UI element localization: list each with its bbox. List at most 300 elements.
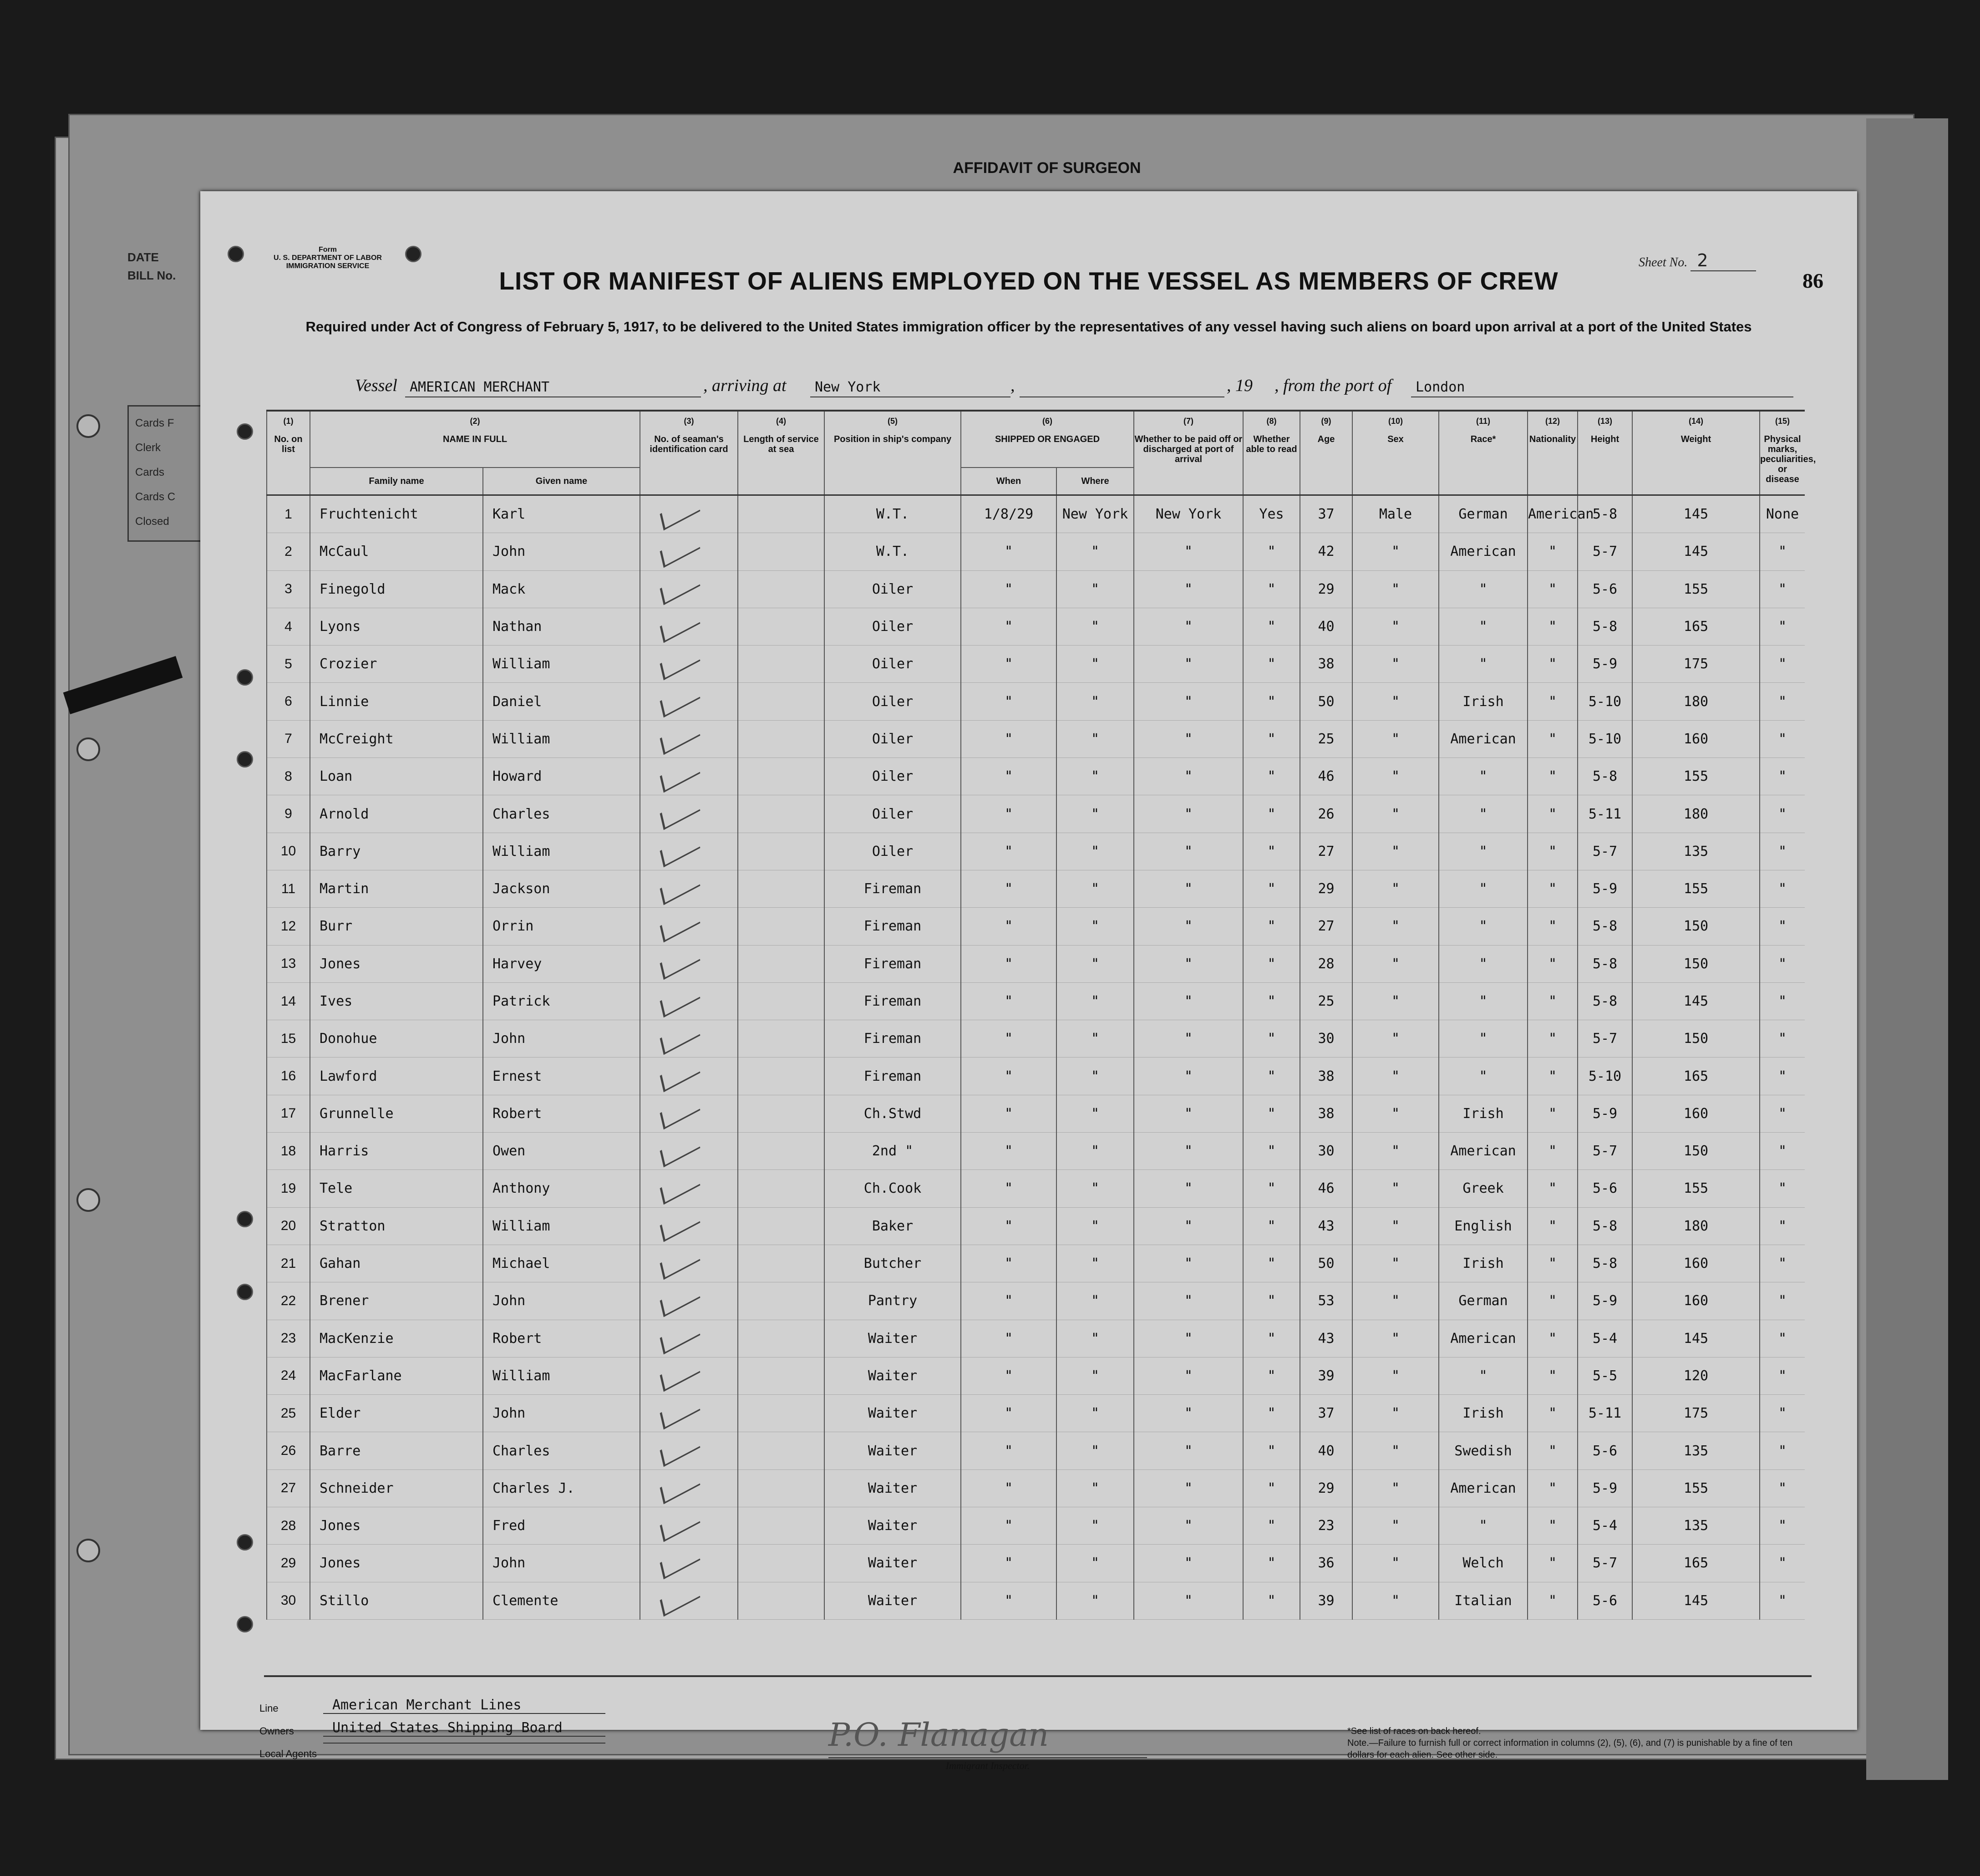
able-to-read: " [1243, 1020, 1300, 1057]
height: 5-7 [1578, 1020, 1632, 1057]
weight: 160 [1632, 720, 1760, 758]
position: Pantry [824, 1282, 961, 1320]
physical-marks: " [1760, 1057, 1805, 1095]
header-nationality: Nationality [1528, 434, 1578, 495]
id-card-check [640, 720, 738, 758]
height: 5-10 [1578, 1057, 1632, 1095]
weight: 145 [1632, 1320, 1760, 1357]
nationality: " [1528, 945, 1578, 982]
race: " [1439, 795, 1528, 833]
able-to-read: Yes [1243, 495, 1300, 533]
nationality: " [1528, 1057, 1578, 1095]
race: " [1439, 945, 1528, 982]
table-row [267, 833, 1805, 870]
sex: " [1352, 1320, 1439, 1357]
position: Fireman [824, 1020, 961, 1057]
sex: Male [1352, 495, 1439, 533]
family-name: Donohue [310, 1020, 483, 1057]
weight: 135 [1632, 1507, 1760, 1545]
physical-marks: " [1760, 795, 1805, 833]
length-of-service [738, 1020, 824, 1057]
shipped-when: " [961, 1395, 1056, 1432]
position: Waiter [824, 1582, 961, 1619]
position: Oiler [824, 683, 961, 720]
family-name: Schneider [310, 1469, 483, 1507]
row-number: 12 [267, 908, 310, 945]
paid-off-port: " [1134, 1545, 1243, 1582]
family-name: Jones [310, 1507, 483, 1545]
family-name: Martin [310, 870, 483, 907]
position: Fireman [824, 908, 961, 945]
length-of-service [738, 982, 824, 1020]
header-no-on-list: No. on list [267, 434, 310, 495]
given-name: Michael [483, 1245, 640, 1282]
row-number: 21 [267, 1245, 310, 1282]
shipped-where: " [1056, 1133, 1134, 1170]
sex: " [1352, 1095, 1439, 1132]
length-of-service [738, 646, 824, 683]
cards-line: Closed [135, 515, 169, 528]
physical-marks: " [1760, 1432, 1805, 1469]
weight: 180 [1632, 683, 1760, 720]
header-paid-off: Whether to be paid off or discharged at port of arrival [1134, 434, 1243, 495]
checkmark-icon [660, 794, 700, 830]
shipped-when: " [961, 833, 1056, 870]
length-of-service [738, 1282, 824, 1320]
length-of-service [738, 1432, 824, 1469]
family-name: MacKenzie [310, 1320, 483, 1357]
checkmark-icon [660, 1019, 700, 1055]
family-name: Harris [310, 1133, 483, 1170]
weight: 155 [1632, 1469, 1760, 1507]
physical-marks: " [1760, 1545, 1805, 1582]
weight: 160 [1632, 1095, 1760, 1132]
age: 38 [1300, 646, 1352, 683]
id-card-check [640, 533, 738, 570]
sex: " [1352, 1582, 1439, 1619]
col-num: (15) [1760, 411, 1805, 434]
shipped-when: " [961, 758, 1056, 795]
checkmark-icon [660, 981, 700, 1017]
cards-line: Cards C [135, 491, 176, 503]
position: Waiter [824, 1320, 961, 1357]
nationality: " [1528, 1582, 1578, 1619]
cards-line: Cards [135, 466, 165, 478]
nationality: " [1528, 795, 1578, 833]
family-name: Linnie [310, 683, 483, 720]
sex: " [1352, 608, 1439, 645]
weight: 180 [1632, 795, 1760, 833]
race: " [1439, 1357, 1528, 1394]
weight: 145 [1632, 1582, 1760, 1619]
paid-off-port: " [1134, 1095, 1243, 1132]
page-hole [237, 669, 253, 686]
paid-off-port: " [1134, 1170, 1243, 1207]
family-name: McCaul [310, 533, 483, 570]
height: 5-8 [1578, 1245, 1632, 1282]
given-name: John [483, 533, 640, 570]
sex: " [1352, 1207, 1439, 1245]
sex: " [1352, 1282, 1439, 1320]
checkmark-icon [660, 1131, 700, 1167]
arrival-date-blank [1020, 379, 1224, 397]
given-name: Fred [483, 1507, 640, 1545]
age: 30 [1300, 1020, 1352, 1057]
paid-off-port: " [1134, 646, 1243, 683]
age: 50 [1300, 683, 1352, 720]
shipped-when: " [961, 1545, 1056, 1582]
shipped-when: " [961, 945, 1056, 982]
id-card-check [640, 1057, 738, 1095]
checkmark-icon [660, 532, 700, 568]
paid-off-port: " [1134, 1282, 1243, 1320]
checkmark-icon [660, 1581, 700, 1617]
affidavit-title: AFFIDAVIT OF SURGEON [953, 159, 1141, 177]
nationality: " [1528, 1469, 1578, 1507]
position: Butcher [824, 1245, 961, 1282]
height: 5-9 [1578, 1095, 1632, 1132]
able-to-read: " [1243, 1395, 1300, 1432]
weight: 145 [1632, 982, 1760, 1020]
checkmark-icon [660, 1319, 700, 1354]
shipped-where: " [1056, 683, 1134, 720]
shipped-when: " [961, 1095, 1056, 1132]
id-card-check [640, 1432, 738, 1469]
table-row [267, 1020, 1805, 1057]
page-hole [237, 423, 253, 440]
race: " [1439, 646, 1528, 683]
given-name: Charles [483, 1432, 640, 1469]
height: 5-9 [1578, 1282, 1632, 1320]
race: American [1439, 1469, 1528, 1507]
header-physical-marks: Physical marks, peculiarities, or disease [1760, 434, 1805, 495]
age: 23 [1300, 1507, 1352, 1545]
family-name: Grunnelle [310, 1095, 483, 1132]
header-sex: Sex [1352, 434, 1439, 495]
weight: 145 [1632, 495, 1760, 533]
height: 5-6 [1578, 1582, 1632, 1619]
checkmark-icon [660, 757, 700, 792]
id-card-check [640, 1282, 738, 1320]
manifest-page [200, 191, 1857, 1771]
header-weight: Weight [1632, 434, 1760, 495]
able-to-read: " [1243, 1207, 1300, 1245]
length-of-service [738, 945, 824, 982]
length-of-service [738, 908, 824, 945]
race: " [1439, 1020, 1528, 1057]
sheet-label: Sheet No. [1639, 255, 1688, 269]
nationality: " [1528, 758, 1578, 795]
shipped-where: " [1056, 646, 1134, 683]
paid-off-port: New York [1134, 495, 1243, 533]
nationality: " [1528, 1282, 1578, 1320]
race: Italian [1439, 1582, 1528, 1619]
able-to-read: " [1243, 870, 1300, 907]
header-name-in-full: NAME IN FULL [310, 434, 640, 468]
length-of-service [738, 1170, 824, 1207]
table-row [267, 908, 1805, 945]
shipped-where: " [1056, 982, 1134, 1020]
row-number: 7 [267, 720, 310, 758]
height: 5-7 [1578, 1545, 1632, 1582]
age: 42 [1300, 533, 1352, 570]
nationality: " [1528, 1170, 1578, 1207]
length-of-service [738, 608, 824, 645]
page-hole [237, 1211, 253, 1227]
physical-marks: " [1760, 1582, 1805, 1619]
family-name: Jones [310, 945, 483, 982]
note-races: *See list of races on back hereof. [1347, 1726, 1481, 1736]
col-num: (11) [1439, 411, 1528, 434]
col-num: (13) [1578, 411, 1632, 434]
given-name: Charles J. [483, 1469, 640, 1507]
year-prefix: , 19 [1227, 376, 1253, 395]
weight: 155 [1632, 870, 1760, 907]
checkmark-icon [660, 1094, 700, 1129]
paid-off-port: " [1134, 1133, 1243, 1170]
race: Irish [1439, 683, 1528, 720]
id-card-check [640, 1357, 738, 1394]
paid-off-port: " [1134, 720, 1243, 758]
table-row [267, 1320, 1805, 1357]
table-row [267, 1057, 1805, 1095]
shipped-when: " [961, 1432, 1056, 1469]
sex: " [1352, 758, 1439, 795]
physical-marks: " [1760, 646, 1805, 683]
age: 46 [1300, 1170, 1352, 1207]
header-family-name: Family name [310, 468, 483, 495]
height: 5-7 [1578, 1133, 1632, 1170]
agents-value [323, 1743, 605, 1744]
nationality: " [1528, 720, 1578, 758]
sex: " [1352, 533, 1439, 570]
given-name: William [483, 1357, 640, 1394]
height: 5-8 [1578, 982, 1632, 1020]
column-number-row [267, 411, 1805, 434]
shipped-where: " [1056, 908, 1134, 945]
id-card-check [640, 1207, 738, 1245]
row-number: 17 [267, 1095, 310, 1132]
weight: 155 [1632, 1170, 1760, 1207]
header-position: Position in ship's company [824, 434, 961, 495]
nationality: " [1528, 1133, 1578, 1170]
able-to-read: " [1243, 1320, 1300, 1357]
position: Waiter [824, 1507, 961, 1545]
shipped-when: " [961, 1469, 1056, 1507]
physical-marks: " [1760, 1282, 1805, 1320]
weight: 165 [1632, 1545, 1760, 1582]
table-row [267, 720, 1805, 758]
race: Irish [1439, 1095, 1528, 1132]
id-card-check [640, 870, 738, 907]
shipped-where: " [1056, 1207, 1134, 1245]
row-number: 16 [267, 1057, 310, 1095]
height: 5-10 [1578, 683, 1632, 720]
given-name: Howard [483, 758, 640, 795]
shipped-where: New York [1056, 495, 1134, 533]
height: 5-7 [1578, 533, 1632, 570]
length-of-service [738, 795, 824, 833]
header-able-read: Whether able to read [1243, 434, 1300, 495]
paid-off-port: " [1134, 683, 1243, 720]
nationality: " [1528, 570, 1578, 608]
physical-marks: " [1760, 1357, 1805, 1394]
able-to-read: " [1243, 1133, 1300, 1170]
header-race: Race* [1439, 434, 1528, 495]
shipped-when: " [961, 1357, 1056, 1394]
able-to-read: " [1243, 1432, 1300, 1469]
race: Welch [1439, 1545, 1528, 1582]
line-value: American Merchant Lines [323, 1697, 605, 1714]
length-of-service [738, 758, 824, 795]
shipped-where: " [1056, 608, 1134, 645]
row-number: 3 [267, 570, 310, 608]
physical-marks: " [1760, 1095, 1805, 1132]
table-row [267, 495, 1805, 533]
sex: " [1352, 870, 1439, 907]
given-name: Nathan [483, 608, 640, 645]
age: 43 [1300, 1207, 1352, 1245]
nationality: " [1528, 1357, 1578, 1394]
physical-marks: " [1760, 1395, 1805, 1432]
nationality: " [1528, 1320, 1578, 1357]
punch-hole [76, 737, 100, 761]
paid-off-port: " [1134, 833, 1243, 870]
row-number: 19 [267, 1170, 310, 1207]
weight: 175 [1632, 646, 1760, 683]
position: Oiler [824, 646, 961, 683]
table-row [267, 533, 1805, 570]
given-name: Robert [483, 1320, 640, 1357]
cards-stamp-box [127, 405, 205, 542]
sex: " [1352, 945, 1439, 982]
shipped-when: " [961, 1170, 1056, 1207]
length-of-service [738, 1320, 824, 1357]
height: 5-4 [1578, 1507, 1632, 1545]
length-of-service [738, 1395, 824, 1432]
col-num: (10) [1352, 411, 1439, 434]
position: Baker [824, 1207, 961, 1245]
checkmark-icon [660, 1206, 700, 1242]
row-number: 9 [267, 795, 310, 833]
given-name: Jackson [483, 870, 640, 907]
shipped-where: " [1056, 1282, 1134, 1320]
paid-off-port: " [1134, 570, 1243, 608]
inspector-signature: P.O. Flanagan [828, 1716, 1049, 1754]
sex: " [1352, 833, 1439, 870]
weight: 160 [1632, 1282, 1760, 1320]
physical-marks: " [1760, 870, 1805, 907]
checkmark-icon [660, 869, 700, 905]
col-num: (1) [267, 411, 310, 434]
shipped-when: " [961, 1320, 1056, 1357]
age: 53 [1300, 1282, 1352, 1320]
shipped-when: " [961, 908, 1056, 945]
id-card-check [640, 1582, 738, 1619]
family-name: Jones [310, 1545, 483, 1582]
nationality: " [1528, 608, 1578, 645]
height: 5-8 [1578, 495, 1632, 533]
age: 37 [1300, 495, 1352, 533]
given-name: William [483, 833, 640, 870]
header-age: Age [1300, 434, 1352, 495]
sex: " [1352, 1469, 1439, 1507]
physical-marks: " [1760, 833, 1805, 870]
able-to-read: " [1243, 1282, 1300, 1320]
nationality: " [1528, 1095, 1578, 1132]
height: 5-9 [1578, 646, 1632, 683]
height: 5-11 [1578, 795, 1632, 833]
position: Oiler [824, 720, 961, 758]
table-row [267, 1245, 1805, 1282]
position: Waiter [824, 1432, 961, 1469]
id-card-check [640, 646, 738, 683]
checkmark-icon [660, 569, 700, 605]
age: 38 [1300, 1057, 1352, 1095]
header-where: Where [1056, 468, 1134, 495]
weight: 165 [1632, 1057, 1760, 1095]
physical-marks: " [1760, 758, 1805, 795]
table-row [267, 683, 1805, 720]
shipped-when: " [961, 795, 1056, 833]
able-to-read: " [1243, 795, 1300, 833]
table-row [267, 570, 1805, 608]
physical-marks: " [1760, 1207, 1805, 1245]
family-name: Elder [310, 1395, 483, 1432]
crew-manifest-table [266, 410, 1816, 1620]
punch-hole [76, 414, 100, 438]
age: 28 [1300, 945, 1352, 982]
length-of-service [738, 833, 824, 870]
weight: 160 [1632, 1245, 1760, 1282]
family-name: Fruchtenicht [310, 495, 483, 533]
given-name: Charles [483, 795, 640, 833]
race: German [1439, 495, 1528, 533]
table-row [267, 608, 1805, 645]
shipped-where: " [1056, 1095, 1134, 1132]
length-of-service [738, 870, 824, 907]
checkmark-icon [660, 1057, 700, 1092]
length-of-service [738, 1057, 824, 1095]
shipped-when: " [961, 646, 1056, 683]
able-to-read: " [1243, 683, 1300, 720]
family-name: Barre [310, 1432, 483, 1469]
col-num: (7) [1134, 411, 1243, 434]
shipped-where: " [1056, 1020, 1134, 1057]
physical-marks: " [1760, 1020, 1805, 1057]
weight: 175 [1632, 1395, 1760, 1432]
cards-line: Clerk [135, 442, 161, 454]
age: 37 [1300, 1395, 1352, 1432]
row-number: 14 [267, 982, 310, 1020]
given-name: William [483, 1207, 640, 1245]
vessel-line [355, 376, 1830, 403]
nationality: " [1528, 1207, 1578, 1245]
able-to-read: " [1243, 758, 1300, 795]
row-number: 29 [267, 1545, 310, 1582]
race: " [1439, 570, 1528, 608]
height: 5-7 [1578, 833, 1632, 870]
position: 2nd " [824, 1133, 961, 1170]
family-name: MacFarlane [310, 1357, 483, 1394]
checkmark-icon [660, 1506, 700, 1541]
shipped-when: " [961, 1133, 1056, 1170]
physical-marks: " [1760, 982, 1805, 1020]
id-card-check [640, 1320, 738, 1357]
shipped-where: " [1056, 1357, 1134, 1394]
given-name: John [483, 1395, 640, 1432]
given-name: William [483, 646, 640, 683]
